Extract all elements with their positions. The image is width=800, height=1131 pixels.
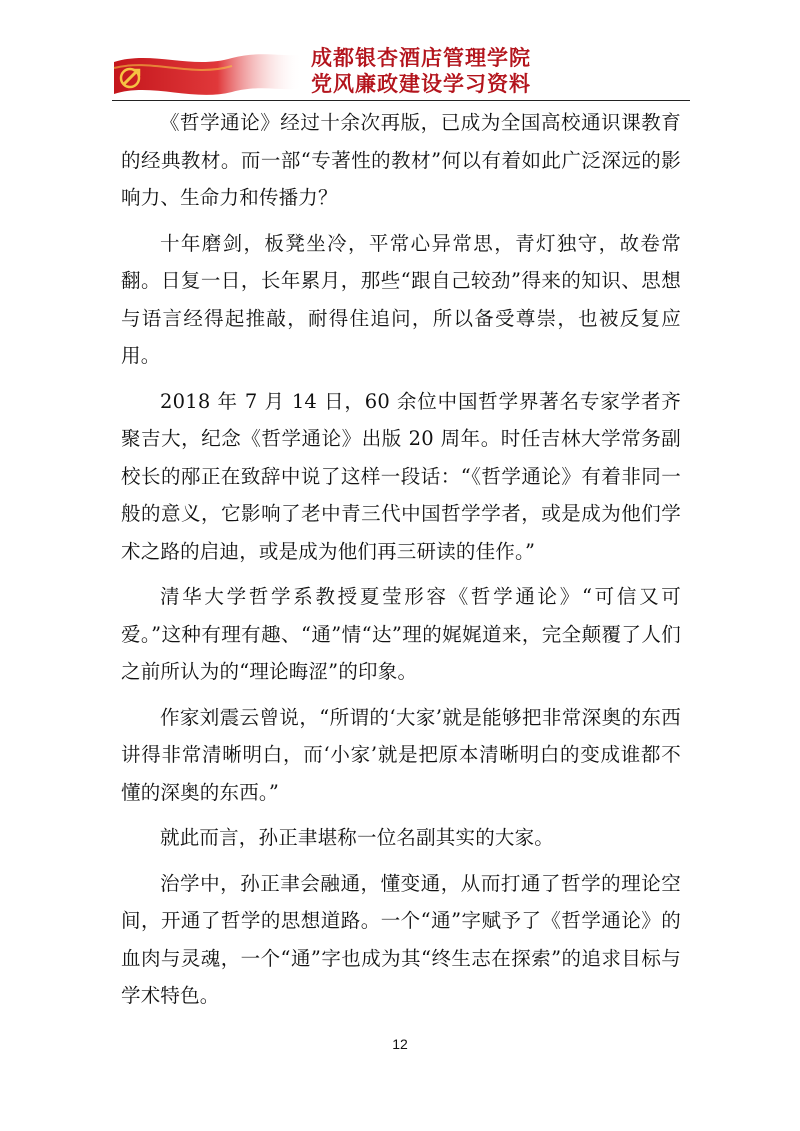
header-divider: [112, 100, 690, 101]
paragraph-2: 十年磨剑，板凳坐冷，平常心异常思，青灯独守，故卷常翻。日复一日，长年累月，那些“跟自己较劲”得来的知识、思想与语言经得起推敲，耐得住追问，所以备受尊崇，也被反复应用。: [121, 231, 681, 367]
paragraph-3: 2018 年 7 月 14 日，60 余位中国哲学界著名专家学者齐聚吉大，纪念《哲学通论》出版 20 周年。时任吉林大学常务副校长的邴正在致辞中说了这样一段话：“《哲学通论》有着非同一般的意义，它影响了老中青三代中国哲学学者，或是成为他们学术之路的启迪，或是成为他们再三研读的佳作。”: [121, 389, 681, 563]
paragraph-7: 治学中，孙正聿会融通，懂变通，从而打通了哲学的理论空间，开通了哲学的思想道路。一个“通”字赋予了《哲学通论》的血肉与灵魂，一个“通”字也成为其“终生志在探索”的追求目标与学术特色。: [121, 871, 681, 1007]
party-emblem-flag-icon: [112, 48, 302, 98]
header-title: [311, 44, 531, 96]
paragraph-6: 就此而言，孙正聿堪称一位名副其实的大家。: [160, 826, 555, 849]
paragraph-1: 《哲学通论》经过十余次再版，已成为全国高校通识课教育的经典教材。而一部“专著性的教材”何以有着如此广泛深远的影响力、生命力和传播力？: [121, 111, 681, 209]
page-number: 12: [392, 1036, 408, 1052]
header-title-line2: 党风廉政建设学习资料: [311, 72, 531, 96]
header-title-line1: 成都银杏酒店管理学院: [311, 46, 531, 70]
paragraph-5: 作家刘震云曾说，“所谓的‘大家’就是能够把非常深奥的东西讲得非常清晰明白，而‘小家’就是把原本清晰明白的变成谁都不懂的深奥的东西。”: [121, 705, 681, 804]
page-header: [112, 44, 690, 100]
paragraph-4: 清华大学哲学系教授夏莹形容《哲学通论》“可信又可爱。”这种有理有趣、“通”情“达”理的娓娓道来，完全颠覆了人们之前所认为的“理论晦涩”的印象。: [121, 585, 681, 683]
article-body: [121, 104, 681, 1023]
